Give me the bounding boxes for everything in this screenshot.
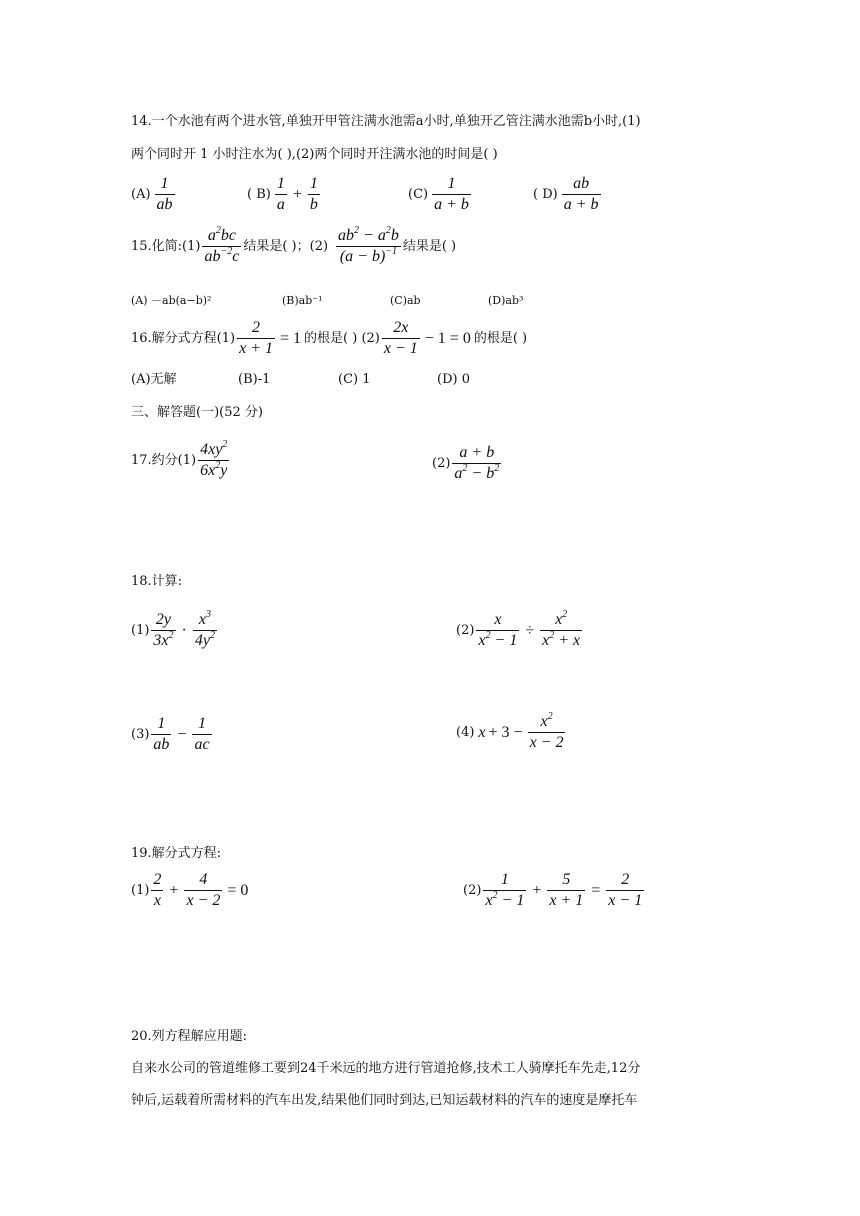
part-label: (3) bbox=[131, 726, 150, 742]
q14-option-b: ( B) $\frac{1}{a}$ + $\frac{1}{b}$ bbox=[247, 175, 318, 213]
fraction: $\frac{5}{x + 1}$ bbox=[549, 871, 584, 909]
q19-part2: (2) $\frac{1}{x^2 - 1}$ + $\frac{5}{x + 1}$ = $\frac{2}{x - 1}$ bbox=[463, 871, 643, 909]
fraction: $\frac{x^2}{x^2 + x}$ bbox=[542, 609, 581, 649]
q14-option-a bbox=[131, 174, 177, 215]
fraction: $\frac{2}{x}$ bbox=[153, 871, 162, 909]
fraction: $\frac{2}{x - 1}$ bbox=[608, 871, 643, 909]
section-heading: 三、解答题(一)(52 分) bbox=[131, 405, 263, 420]
q20-line1: 自来水公司的管道维修工要到24千米远的地方进行管道抢修,技术工人骑摩托车先走,12分 bbox=[131, 1061, 641, 1076]
fraction: $\frac{4xy^2}{6x^2y}$ bbox=[200, 439, 228, 479]
fraction: $\frac{ab^2 - a^2b}{(a - b)^{-1}}$ bbox=[338, 225, 399, 265]
q18-part3: (3) $\frac{1}{ab}$ − $\frac{1}{ac}$ bbox=[131, 715, 210, 753]
q16-suffix: 的根是( ) bbox=[473, 330, 528, 346]
q15-prefix: 15.化简:(1) bbox=[131, 238, 201, 254]
fraction: $\frac{2y}{3x^2}$ bbox=[153, 611, 174, 649]
q15-option-a: (A) －ab(a−b)² bbox=[131, 294, 212, 307]
option-label: ( B) bbox=[247, 187, 271, 202]
fraction: $\frac{a^2bc}{ab^{-2}c}$ bbox=[204, 225, 240, 265]
q20-label: 20.列方程解应用题: bbox=[131, 1029, 248, 1044]
fraction: $\frac{a + b}{a^2 - b^2}$ bbox=[454, 444, 500, 482]
q18-part2: (2) $\frac{x}{x^2 - 1}$ ÷ $\frac{x^2}{x^2 + x}$ bbox=[456, 609, 581, 649]
q14-line1: 14.一个水池有两个进水管,单独开甲管注满水池需a小时,单独开乙管注满水池需b小时,(1) bbox=[131, 114, 641, 129]
fraction: $\frac{1}{ab}$ bbox=[156, 175, 173, 213]
fraction: $\frac{x}{x^2 - 1}$ bbox=[478, 611, 518, 649]
q16-option-d: (D) 0 bbox=[437, 372, 470, 387]
q15-option-d: (D)ab³ bbox=[488, 294, 524, 307]
q16-mid: 的根是( ) (2) bbox=[304, 330, 380, 346]
q15-stem bbox=[131, 226, 456, 267]
fraction: $\frac{2x}{x - 1}$ bbox=[383, 319, 418, 357]
q18-part1: (1) $\frac{2y}{3x^2}$ · $\frac{x^3}{4y^2}$ bbox=[131, 609, 215, 649]
q19-label: 19.解分式方程: bbox=[131, 846, 222, 861]
q15-mid: 结果是( )；(2) bbox=[243, 238, 329, 254]
option-label: ( D) bbox=[533, 187, 558, 202]
part-label: (2) bbox=[463, 882, 482, 898]
option-label: (C) bbox=[408, 187, 429, 202]
fraction: $\frac{1}{ac}$ bbox=[194, 715, 210, 753]
part-label: (1) bbox=[131, 882, 150, 898]
part-label: (2) bbox=[456, 622, 475, 638]
q14-line2: 两个同时开 1 小时注水为( ),(2)两个同时开注满水池的时间是( ) bbox=[131, 147, 498, 162]
q15-suffix: 结果是( ) bbox=[402, 238, 457, 254]
fraction: $\frac{1}{ab}$ bbox=[153, 715, 170, 753]
fraction: $\frac{1}{b}$ bbox=[309, 175, 318, 213]
part-label: (4) bbox=[456, 724, 475, 740]
fraction: $\frac{1}{a + b}$ bbox=[434, 175, 469, 213]
part-label: (1) bbox=[131, 622, 150, 638]
q16-prefix: 16.解分式方程(1) bbox=[131, 330, 236, 346]
q18-label: 18.计算: bbox=[131, 574, 183, 589]
fraction: $\frac{x^2}{x - 2}$ bbox=[529, 711, 564, 751]
q17-part2 bbox=[432, 443, 503, 484]
option-label: (A) bbox=[131, 187, 151, 202]
q20-line2: 钟后,运载着所需材料的汽车出发,结果他们同时到达,已知运载材料的汽车的速度是摩托车 bbox=[131, 1093, 638, 1108]
fraction: $\frac{2}{x + 1}$ bbox=[239, 319, 273, 357]
q16-option-a: (A)无解 bbox=[131, 372, 177, 387]
fraction: $\frac{x^3}{4y^2}$ bbox=[194, 609, 215, 649]
q19-part1: (1) $\frac{2}{x}$ + $\frac{4}{x - 2}$ = 0 bbox=[131, 871, 249, 909]
fraction: $\frac{4}{x - 2}$ bbox=[186, 871, 221, 909]
q14-option-c bbox=[408, 174, 473, 215]
q16-option-c: (C) 1 bbox=[338, 372, 371, 387]
q18-part4: (4) x + 3 − $\frac{x^2}{x - 2}$ bbox=[456, 711, 564, 751]
q17-part1 bbox=[131, 440, 231, 481]
part-label: (2) bbox=[432, 455, 451, 471]
fraction: $\frac{ab}{a + b}$ bbox=[563, 175, 599, 213]
fraction: $\frac{1}{x^2 - 1}$ bbox=[485, 871, 525, 909]
q16-stem: 16.解分式方程(1) $\frac{2}{x + 1}$ = 1 的根是( ) (2) $\frac{2x}{x - 1}$ − 1 = 0 的根是( ) bbox=[131, 319, 528, 357]
q14-option-d bbox=[533, 174, 603, 215]
q16-option-b: (B)-1 bbox=[238, 372, 271, 387]
q17-label: 17.约分(1) bbox=[131, 452, 197, 468]
q15-option-b: (B)ab⁻¹ bbox=[282, 294, 323, 307]
q15-option-c: (C)ab bbox=[390, 294, 421, 307]
fraction: $\frac{1}{a}$ bbox=[276, 175, 285, 213]
